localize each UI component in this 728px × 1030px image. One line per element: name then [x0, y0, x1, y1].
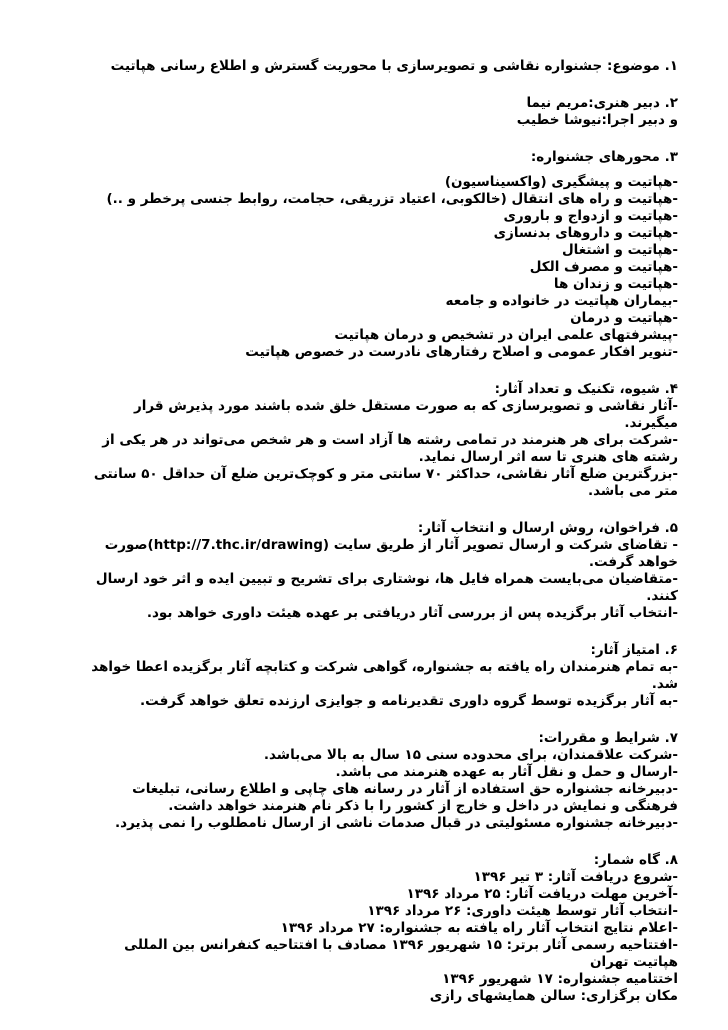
section-technique — [78, 381, 678, 500]
section-timeline — [78, 852, 678, 1005]
theme-item: -پیشرفتهای علمی ایران در تشخیص و درمان هپاتیت — [334, 327, 678, 343]
theme-item: -هپاتیت و داروهای بدنسازی — [493, 225, 678, 241]
section-rules-title: ۷. شرایط و مقررات: — [538, 730, 678, 746]
section-themes — [78, 149, 678, 361]
section-directors — [78, 95, 678, 129]
section-rules — [78, 730, 678, 832]
section-call-title: ۵. فراخوان، روش ارسال و انتخاب آثار: — [417, 520, 678, 536]
rule-item: -ارسال و حمل و نقل آثار به عهده هنرمند می باشد. — [335, 764, 678, 780]
theme-item: -بیماران هپاتیت در خانواده و جامعه — [445, 293, 678, 309]
theme-item: -هپاتیت و راه های انتقال (خالکوبی، اعتیاد تزریقی، حجامت، روابط جنسی پرخطر و ..) — [106, 191, 678, 207]
theme-item: -هپاتیت و درمان — [570, 310, 678, 326]
timeline-item: -انتخاب آثار توسط هیئت داوری: ۲۶ مرداد ۱۳۹۶ — [367, 903, 678, 919]
call-item: - تقاضای شرکت و ارسال تصویر آثار از طریق سایت (http://7.thc.ir/drawing)صورت خواهد گرفت. — [104, 537, 678, 570]
theme-item: -تنویر افکار عمومی و اصلاح رفتارهای نادرست در خصوص هپاتیت — [245, 344, 678, 360]
theme-item: -هپاتیت و پیشگیری (واکسیناسیون) — [444, 174, 678, 190]
technique-item: -بزرگترین ضلع آثار نقاشی، حداکثر ۷۰ سانتی متر و کوچک‌ترین ضلع آن حداقل ۵۰ سانتی متر می باشد. — [93, 466, 678, 499]
section-technique-title: ۴. شیوه، تکنیک و تعداد آثار: — [494, 381, 678, 397]
timeline-item: اختتامیه جشنواره: ۱۷ شهریور ۱۳۹۶ — [442, 971, 678, 987]
section-directors-title: ۲. دبیر هنری:مریم نیما — [526, 95, 678, 111]
section-call — [78, 520, 678, 622]
call-item: -متقاضیان می‌بایست همراه فایل ها، نوشتاری برای تشریح و تبیین ایده و اثر خود ارسال کنند. — [95, 571, 678, 604]
award-item: -به آثار برگزیده توسط گروه داوری تقدیرنامه و جوایزی ارزنده تعلق خواهد گرفت. — [140, 693, 678, 709]
timeline-item: -اعلام نتایج انتخاب آثار راه یافته به جشنواره: ۲۷ مرداد ۱۳۹۶ — [280, 920, 678, 936]
theme-item: -هپاتیت و ازدواج و باروری — [503, 208, 678, 224]
section-timeline-title: ۸. گاه شمار: — [593, 852, 678, 868]
section-themes-title: ۳. محورهای جشنواره: — [530, 149, 678, 165]
section-awards — [78, 642, 678, 710]
document-body — [78, 58, 678, 1023]
timeline-item: -شروع دریافت آثار: ۳ تیر ۱۳۹۶ — [473, 869, 678, 885]
call-item: -انتخاب آثار برگزیده پس از بررسی آثار دریافتی بر عهده هیئت داوری خواهد بود. — [146, 605, 678, 621]
timeline-item: مکان برگزاری: سالن همایشهای رازی — [429, 988, 678, 1004]
section-awards-title: ۶. امتیاز آثار: — [590, 642, 678, 658]
section-directors-line: و دبیر اجرا:نیوشا خطیب — [516, 112, 678, 128]
rule-item: -دبیرخانه جشنواره حق استفاده از آثار در رسانه های چاپی و اطلاع رسانی، تبلیغات فرهنگی و نمایش در داخل و خارج از کشور را با ذکر نام هنرمند خواهد داشت. — [132, 781, 678, 814]
timeline-item: -افتتاحیه رسمی آثار برتر: ۱۵ شهریور ۱۳۹۶ مصادف با افتتاحیه کنفرانس بین المللی هپاتیت تهران — [124, 937, 678, 970]
section-subject — [78, 58, 678, 75]
theme-item: -هپاتیت و زندان ها — [553, 276, 678, 292]
award-item: -به تمام هنرمندان راه یافته به جشنواره، گواهی شرکت و کتابچه آثار برگزیده اعطا خواهد شد. — [91, 659, 678, 692]
technique-item: -آثار نقاشی و تصویرسازی که به صورت مستقل خلق شده باشند مورد پذیرش قرار میگیرند. — [133, 398, 678, 431]
rule-item: -دبیرخانه جشنواره مسئولیتی در قبال صدمات ناشی از ارسال نامطلوب را نمی پذیرد. — [115, 815, 678, 831]
theme-item: -هپاتیت و اشتغال — [561, 242, 678, 258]
theme-item: -هپاتیت و مصرف الکل — [529, 259, 678, 275]
rule-item: -شرکت علاقمندان، برای محدوده سنی ۱۵ سال به بالا می‌باشد. — [263, 747, 678, 763]
technique-item: -شرکت برای هر هنرمند در تمامی رشته ها آزاد است و هر شخص می‌تواند در هر یکی از رشته های هنری تا سه اثر ارسال نماید. — [102, 432, 678, 465]
section-subject-title: ۱. موضوع: جشنواره نقاشی و تصویرسازی با محوریت گسترش و اطلاع رسانی هپاتیت — [110, 58, 678, 74]
timeline-item: -آخرین مهلت دریافت آثار: ۲۵ مرداد ۱۳۹۶ — [406, 886, 678, 902]
